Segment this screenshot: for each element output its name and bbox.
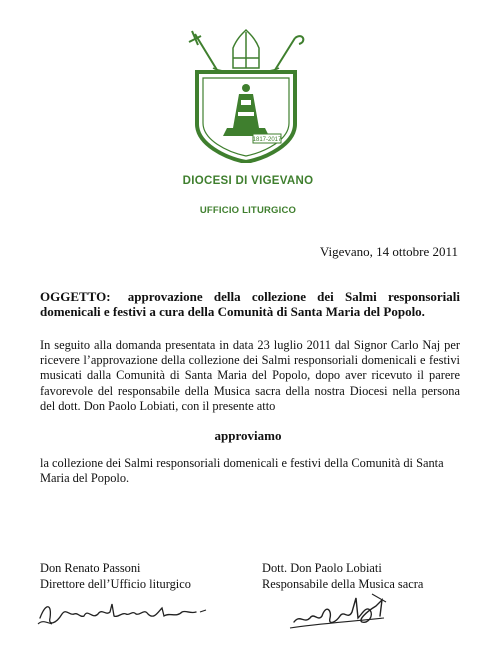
- left-signatory-name: Don Renato Passoni: [40, 561, 141, 575]
- office-name: UFFICIO LITURGICO: [199, 205, 297, 216]
- diocese-crest-icon: [183, 28, 309, 163]
- left-signatory-role: Direttore dell’Ufficio liturgico: [40, 577, 191, 591]
- crest-year-text: 1817-2017: [252, 137, 282, 143]
- place-date: Vigevano, 14 ottobre 2011: [319, 244, 458, 259]
- right-handwritten-signature: [286, 592, 396, 636]
- right-signatory-name: Dott. Don Paolo Lobiati: [262, 561, 382, 575]
- body-paragraph: In seguito alla domanda presentata in data 23 luglio 2011 dal Signor Carlo Naj per ricevere l’approvazione della collezione dei Salmi responsoriali domenicali e festivi musicati dalla Comunità di Santa Maria del Popolo, dopo aver ricevuto il parere favorevole del responsabile della Musica sacra della nostra Diocesi nella persona del dott. Don Paolo Lobiati, con il presente atto: [40, 338, 460, 413]
- subject-block: [40, 289, 460, 319]
- right-signatory-role: Responsabile della Musica sacra: [262, 577, 424, 591]
- subject-label: OGGETTO:: [40, 289, 111, 304]
- closing-paragraph: la collezione dei Salmi responsoriali domenicali e festivi della Comunità di Santa Maria del Popolo.: [40, 456, 444, 486]
- left-handwritten-signature: [36, 594, 216, 634]
- approval-word: approviamo: [214, 428, 282, 443]
- subject-text: approvazione della collezione dei Salmi responsoriali domenicali e festivi a cura della Comunità di Santa Maria del Popolo.: [40, 289, 460, 319]
- diocese-name: DIOCESI DI VIGEVANO: [182, 175, 314, 187]
